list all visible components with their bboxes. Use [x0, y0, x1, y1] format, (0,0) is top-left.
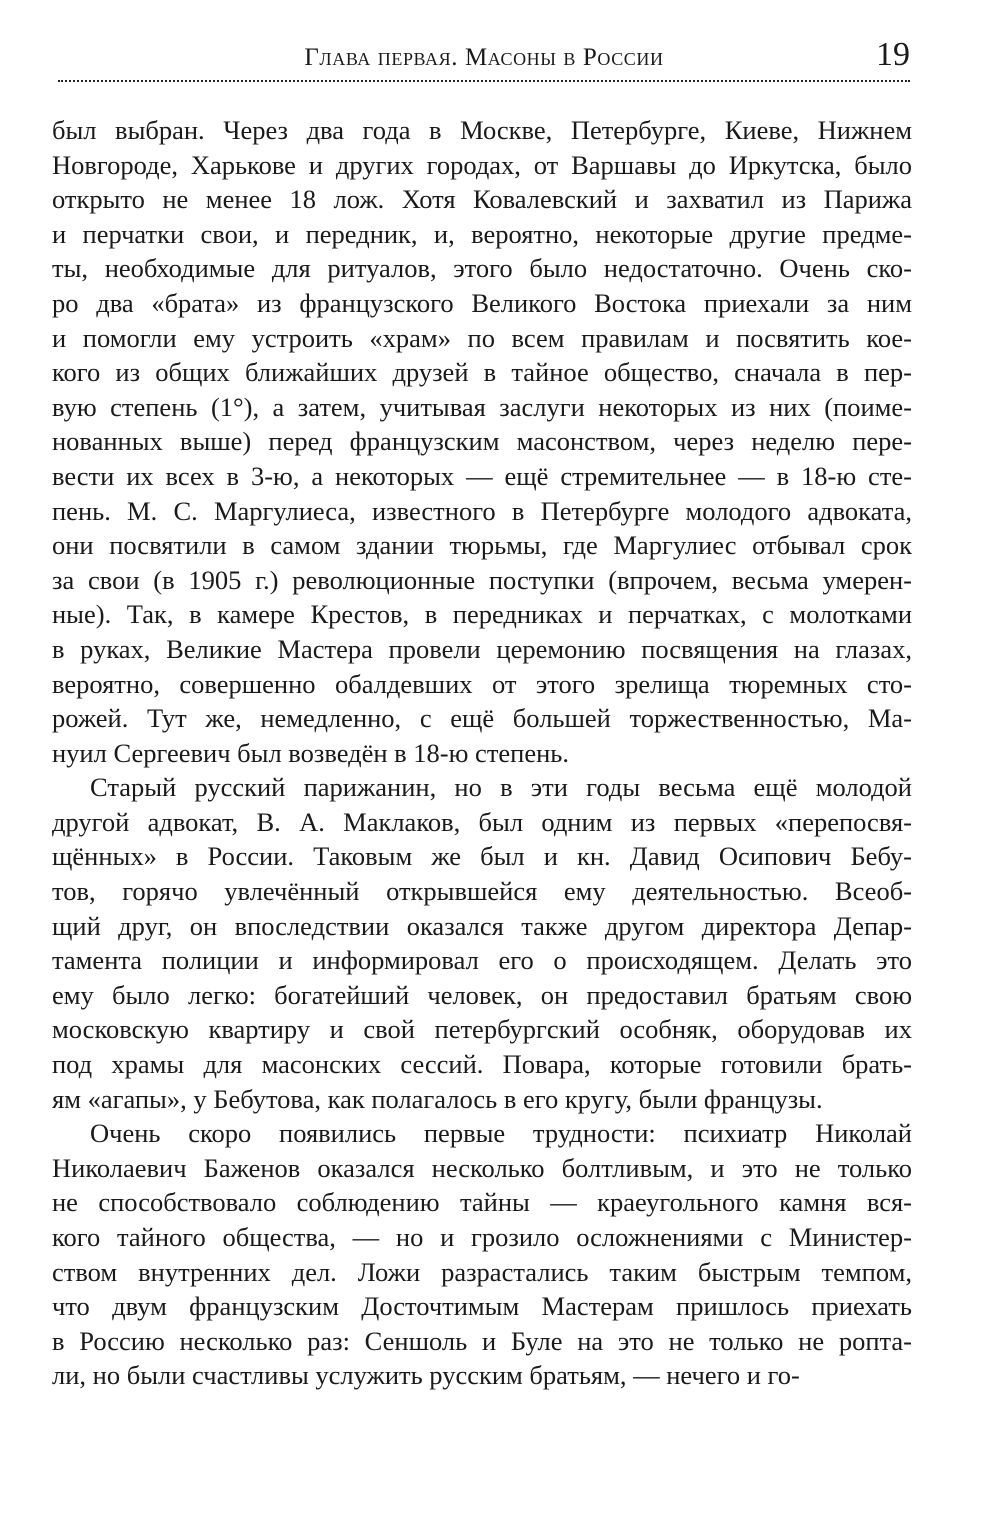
text-line: в руках, Великие Мастера провели церемонию посвящения на глазах, — [52, 633, 912, 664]
text-line: Старый русский парижанин, но в эти годы весьма ещё молодой — [90, 772, 912, 803]
running-head — [58, 36, 910, 80]
text-line: московскую квартиру и свой петербургский особняк, оборудовав их — [52, 1014, 912, 1045]
text-line: щённых» в России. Таковым же был и кн. Давид Осипович Бебу- — [52, 841, 912, 872]
text-line: ты, необходимые для ритуалов, этого было недостаточно. Очень ско- — [52, 253, 912, 284]
paragraph — [52, 1116, 912, 1393]
text-line: за свои (в 1905 г.) революционные поступки (впрочем, весьма умерен- — [52, 564, 912, 595]
text-line: ством внутренних дел. Ложи разрастались таким быстрым темпом, — [52, 1256, 912, 1287]
text-line: вести их всех в 3-ю, а некоторых — ещё стремительнее — в 18-ю сте- — [52, 460, 912, 491]
text-line: ные). Так, в камере Крестов, в передниках и перчатках, с молотками — [52, 599, 912, 630]
page-number: 19 — [876, 36, 910, 73]
text-line: не способствовало соблюдению тайны — краеугольного камня вся- — [52, 1187, 912, 1218]
text-line: вую степень (1°), а затем, учитывая заслуги некоторых из них (поиме- — [52, 391, 912, 422]
text-line: Николаевич Баженов оказался несколько болтливым, и это не только — [52, 1152, 912, 1183]
text-line: ям «агапы», у Бебутова, как полагалось в его кругу, были французы. — [52, 1083, 823, 1114]
text-line: они посвятили в самом здании тюрьмы, где Маргулиес отбывал срок — [52, 530, 912, 561]
text-line: Новгороде, Харькове и других городах, от Варшавы до Иркутска, было — [52, 149, 912, 180]
paragraph — [52, 113, 912, 770]
text-line: открыто не менее 18 лож. Хотя Ковалевский и захватил из Парижа — [52, 184, 912, 215]
text-line: под храмы для масонских сессий. Повара, которые готовили брать- — [52, 1049, 912, 1080]
text-line: другой адвокат, В. А. Маклаков, был одним из первых «перепосвя- — [52, 806, 912, 837]
header-rule — [58, 80, 910, 82]
text-line: ли, но были счастливы услужить русским братьям, — нечего и го- — [52, 1360, 800, 1391]
paragraph — [52, 770, 912, 1116]
text-line: и перчатки свои, и передник, и, вероятно, некоторые другие предме- — [52, 218, 912, 249]
text-line: был выбран. Через два года в Москве, Петербурге, Киеве, Нижнем — [52, 115, 912, 145]
text-line: тов, горячо увлечённый открывшейся ему деятельностью. Всеоб- — [52, 876, 912, 907]
text-line: вероятно, совершенно обалдевших от этого зрелища тюремных сто- — [52, 668, 912, 699]
text-line: щий друг, он впоследствии оказался также другом директора Депар- — [52, 910, 912, 941]
body-text — [52, 113, 912, 1393]
text-line: Очень скоро появились первые трудности: психиатр Николай — [90, 1118, 912, 1149]
text-line: кого тайного общества, — но и грозило осложнениями с Министер- — [52, 1222, 912, 1252]
text-line: ро два «брата» из французского Великого Востока приехали за ним — [52, 287, 912, 318]
text-line: и помогли ему устроить «храм» по всем правилам и посвятить кое- — [52, 322, 912, 353]
text-line: кого из общих ближайших друзей в тайное общество, сначала в пер- — [52, 357, 912, 388]
text-line: пень. М. С. Маргулиеса, известного в Петербурге молодого адвоката, — [52, 495, 912, 526]
text-line: ему было легко: богатейший человек, он предоставил братьям свою — [52, 979, 912, 1010]
text-line: тамента полиции и информировал его о происходящем. Делать это — [52, 945, 912, 976]
text-line: что двум французским Досточтимым Мастерам пришлось приехать — [52, 1291, 912, 1322]
text-line: рожей. Тут же, немедленно, с ещё большей торжественностью, Ма- — [52, 703, 912, 734]
text-line: нованных выше) перед французским масонством, через неделю пере- — [52, 426, 912, 457]
text-line: нуил Сергеевич был возведён в 18-ю степень. — [52, 737, 569, 768]
running-title: Глава первая. Масоны в России — [304, 44, 664, 71]
text-line: в Россию несколько раз: Сеншоль и Буле на это не только не ропта- — [52, 1325, 912, 1356]
